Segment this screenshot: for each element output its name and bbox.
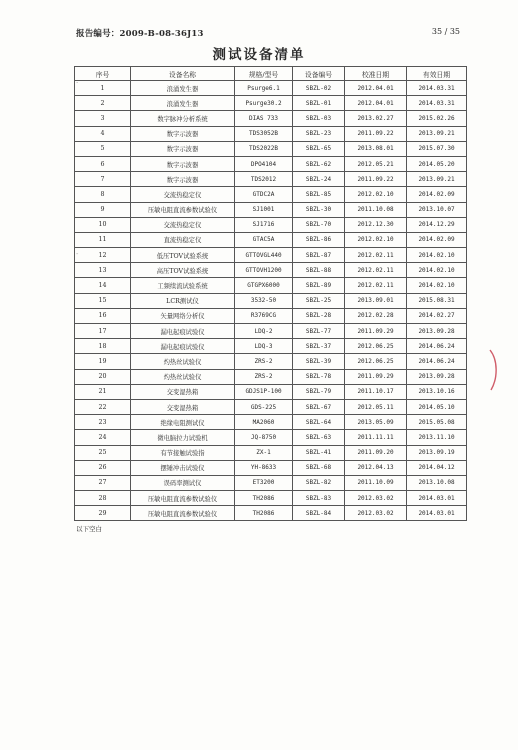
cell-name: 数字脉冲分析系统 bbox=[131, 111, 235, 126]
red-pen-mark bbox=[484, 348, 504, 392]
table-row bbox=[75, 369, 467, 384]
cell-model: Psurge6.1 bbox=[235, 81, 293, 96]
scan-mark: - bbox=[76, 250, 79, 258]
cell-valid-date: 2014.05.20 bbox=[407, 156, 467, 171]
cell-model: ZRS-2 bbox=[235, 369, 293, 384]
cell-valid-date: 2013.11.10 bbox=[407, 430, 467, 445]
scan-mark: · bbox=[76, 79, 79, 87]
cell-name: 数字示波器 bbox=[131, 172, 235, 187]
cell-equipment-id: SBZL-62 bbox=[293, 156, 345, 171]
cell-index: 6 bbox=[75, 156, 131, 171]
cell-name: 微电脑拉力试验机 bbox=[131, 430, 235, 445]
table-row bbox=[75, 232, 467, 247]
cell-equipment-id: SBZL-65 bbox=[293, 141, 345, 156]
cell-equipment-id: SBZL-24 bbox=[293, 172, 345, 187]
cell-model: GTTOVH1200 bbox=[235, 263, 293, 278]
cell-name: 压敏电阻直流参数试验仪 bbox=[131, 202, 235, 217]
cell-name: 交变湿热箱 bbox=[131, 399, 235, 414]
cell-name: 漏电起痕试验仪 bbox=[131, 339, 235, 354]
cell-name: 数字示波器 bbox=[131, 141, 235, 156]
cell-calibration-date: 2013.08.01 bbox=[345, 141, 407, 156]
table-body bbox=[75, 81, 467, 521]
table-row bbox=[75, 187, 467, 202]
cell-calibration-date: 2012.03.02 bbox=[345, 491, 407, 506]
cell-name: 压敏电阻直流参数试验仪 bbox=[131, 506, 235, 521]
cell-equipment-id: SBZL-78 bbox=[293, 369, 345, 384]
cell-model: JQ-8750 bbox=[235, 430, 293, 445]
cell-calibration-date: 2012.04.01 bbox=[345, 81, 407, 96]
cell-index: 15 bbox=[75, 293, 131, 308]
cell-equipment-id: SBZL-89 bbox=[293, 278, 345, 293]
table-row bbox=[75, 156, 467, 171]
cell-equipment-id: SBZL-37 bbox=[293, 339, 345, 354]
table-row bbox=[75, 475, 467, 490]
cell-valid-date: 2014.04.12 bbox=[407, 460, 467, 475]
table-row bbox=[75, 339, 467, 354]
cell-equipment-id: SBZL-83 bbox=[293, 491, 345, 506]
cell-name: 灼热丝试验仪 bbox=[131, 354, 235, 369]
cell-valid-date: 2015.05.08 bbox=[407, 415, 467, 430]
cell-calibration-date: 2011.10.09 bbox=[345, 475, 407, 490]
cell-index: 22 bbox=[75, 399, 131, 414]
cell-name: 灼热丝试验仪 bbox=[131, 369, 235, 384]
blank-below-note: 以下空白 bbox=[76, 525, 102, 533]
cell-index: 20 bbox=[75, 369, 131, 384]
cell-calibration-date: 2011.09.29 bbox=[345, 369, 407, 384]
cell-index: 9 bbox=[75, 202, 131, 217]
cell-equipment-id: SBZL-77 bbox=[293, 324, 345, 339]
cell-equipment-id: SBZL-30 bbox=[293, 202, 345, 217]
cell-valid-date: 2014.06.24 bbox=[407, 354, 467, 369]
cell-valid-date: 2014.02.27 bbox=[407, 308, 467, 323]
cell-model: Psurge30.2 bbox=[235, 96, 293, 111]
cell-name: 摆锤冲击试验仪 bbox=[131, 460, 235, 475]
col-header-name: 设备名称 bbox=[131, 67, 235, 81]
cell-equipment-id: SBZL-82 bbox=[293, 475, 345, 490]
cell-index: 26 bbox=[75, 460, 131, 475]
cell-calibration-date: 2011.10.08 bbox=[345, 202, 407, 217]
cell-calibration-date: 2011.09.22 bbox=[345, 126, 407, 141]
cell-calibration-date: 2012.02.11 bbox=[345, 278, 407, 293]
cell-name: 交流热稳定仪 bbox=[131, 187, 235, 202]
cell-calibration-date: 2012.02.28 bbox=[345, 308, 407, 323]
cell-valid-date: 2014.02.10 bbox=[407, 278, 467, 293]
document-title: 测试设备清单 bbox=[212, 47, 306, 63]
table-row bbox=[75, 384, 467, 399]
cell-equipment-id: SBZL-23 bbox=[293, 126, 345, 141]
cell-name: 数字示波器 bbox=[131, 126, 235, 141]
table-row bbox=[75, 96, 467, 111]
cell-index: 23 bbox=[75, 415, 131, 430]
cell-valid-date: 2015.02.26 bbox=[407, 111, 467, 126]
cell-calibration-date: 2012.03.02 bbox=[345, 506, 407, 521]
page-number: 35 / 35 bbox=[431, 27, 460, 36]
cell-calibration-date: 2013.05.09 bbox=[345, 415, 407, 430]
cell-name: 浪涌发生器 bbox=[131, 96, 235, 111]
cell-valid-date: 2014.02.09 bbox=[407, 232, 467, 247]
cell-calibration-date: 2012.06.25 bbox=[345, 354, 407, 369]
cell-index: 13 bbox=[75, 263, 131, 278]
cell-valid-date: 2014.12.29 bbox=[407, 217, 467, 232]
cell-equipment-id: SBZL-79 bbox=[293, 384, 345, 399]
cell-valid-date: 2014.03.01 bbox=[407, 506, 467, 521]
cell-model: ZX-1 bbox=[235, 445, 293, 460]
cell-valid-date: 2013.09.28 bbox=[407, 324, 467, 339]
cell-model: GTDC2A bbox=[235, 187, 293, 202]
cell-index: 28 bbox=[75, 491, 131, 506]
cell-name: 矢量网络分析仪 bbox=[131, 308, 235, 323]
cell-valid-date: 2015.08.31 bbox=[407, 293, 467, 308]
cell-model: GTTOVGL440 bbox=[235, 248, 293, 263]
cell-index: 19 bbox=[75, 354, 131, 369]
cell-model: TH2086 bbox=[235, 491, 293, 506]
cell-equipment-id: SBZL-02 bbox=[293, 81, 345, 96]
table-row bbox=[75, 126, 467, 141]
cell-model: MA2060 bbox=[235, 415, 293, 430]
cell-model: GTAC5A bbox=[235, 232, 293, 247]
cell-index: 12 bbox=[75, 248, 131, 263]
table-row bbox=[75, 399, 467, 414]
cell-index: 11 bbox=[75, 232, 131, 247]
table-row bbox=[75, 141, 467, 156]
cell-equipment-id: SBZL-68 bbox=[293, 460, 345, 475]
cell-name: 压敏电阻直流参数试验仪 bbox=[131, 491, 235, 506]
cell-valid-date: 2014.03.31 bbox=[407, 96, 467, 111]
table-row bbox=[75, 354, 467, 369]
cell-equipment-id: SBZL-88 bbox=[293, 263, 345, 278]
cell-valid-date: 2014.03.31 bbox=[407, 81, 467, 96]
table-row bbox=[75, 111, 467, 126]
col-header-model: 规格/型号 bbox=[235, 67, 293, 81]
cell-name: 有节接触试验指 bbox=[131, 445, 235, 460]
cell-index: 8 bbox=[75, 187, 131, 202]
table-row bbox=[75, 202, 467, 217]
cell-valid-date: 2013.09.28 bbox=[407, 369, 467, 384]
cell-index: 24 bbox=[75, 430, 131, 445]
cell-name: 低压TOV试验系统 bbox=[131, 248, 235, 263]
cell-index: 2 bbox=[75, 96, 131, 111]
cell-calibration-date: 2012.02.10 bbox=[345, 232, 407, 247]
cell-valid-date: 2013.10.08 bbox=[407, 475, 467, 490]
cell-index: 5 bbox=[75, 141, 131, 156]
cell-equipment-id: SBZL-41 bbox=[293, 445, 345, 460]
cell-index: 17 bbox=[75, 324, 131, 339]
cell-name: 绝缘电阻测试仪 bbox=[131, 415, 235, 430]
cell-index: 10 bbox=[75, 217, 131, 232]
table-header-row bbox=[75, 67, 467, 81]
cell-equipment-id: SBZL-25 bbox=[293, 293, 345, 308]
cell-calibration-date: 2012.06.25 bbox=[345, 339, 407, 354]
cell-equipment-id: SBZL-01 bbox=[293, 96, 345, 111]
table-row bbox=[75, 81, 467, 96]
cell-index: 27 bbox=[75, 475, 131, 490]
cell-valid-date: 2014.03.01 bbox=[407, 491, 467, 506]
cell-calibration-date: 2012.02.10 bbox=[345, 187, 407, 202]
cell-index: 29 bbox=[75, 506, 131, 521]
cell-model: TDS2022B bbox=[235, 141, 293, 156]
table-row bbox=[75, 248, 467, 263]
cell-name: 漏电起痕试验仪 bbox=[131, 324, 235, 339]
table-row bbox=[75, 324, 467, 339]
cell-calibration-date: 2012.12.30 bbox=[345, 217, 407, 232]
cell-equipment-id: SBZL-03 bbox=[293, 111, 345, 126]
cell-index: 14 bbox=[75, 278, 131, 293]
cell-model: TDS3052B bbox=[235, 126, 293, 141]
cell-model: TDS2012 bbox=[235, 172, 293, 187]
cell-calibration-date: 2011.09.29 bbox=[345, 324, 407, 339]
cell-calibration-date: 2011.11.11 bbox=[345, 430, 407, 445]
table-row bbox=[75, 293, 467, 308]
cell-equipment-id: SBZL-87 bbox=[293, 248, 345, 263]
cell-equipment-id: SBZL-70 bbox=[293, 217, 345, 232]
cell-calibration-date: 2011.09.20 bbox=[345, 445, 407, 460]
cell-valid-date: 2014.02.10 bbox=[407, 248, 467, 263]
cell-equipment-id: SBZL-28 bbox=[293, 308, 345, 323]
table-row bbox=[75, 415, 467, 430]
cell-name: 数字示波器 bbox=[131, 156, 235, 171]
cell-valid-date: 2014.02.10 bbox=[407, 263, 467, 278]
cell-model: GDJS1P-100 bbox=[235, 384, 293, 399]
cell-model: YH-8633 bbox=[235, 460, 293, 475]
table-row bbox=[75, 445, 467, 460]
cell-equipment-id: SBZL-39 bbox=[293, 354, 345, 369]
table-row bbox=[75, 491, 467, 506]
cell-equipment-id: SBZL-64 bbox=[293, 415, 345, 430]
table-row bbox=[75, 506, 467, 521]
col-header-valid-date: 有效日期 bbox=[407, 67, 467, 81]
cell-name: 浪涌发生器 bbox=[131, 81, 235, 96]
cell-calibration-date: 2012.04.01 bbox=[345, 96, 407, 111]
cell-model: DPO4104 bbox=[235, 156, 293, 171]
cell-model: 3532-50 bbox=[235, 293, 293, 308]
table-row bbox=[75, 308, 467, 323]
cell-index: 7 bbox=[75, 172, 131, 187]
cell-model: DIAS 733 bbox=[235, 111, 293, 126]
table-row bbox=[75, 430, 467, 445]
cell-index: 4 bbox=[75, 126, 131, 141]
cell-model: R3769CG bbox=[235, 308, 293, 323]
cell-valid-date: 2013.10.07 bbox=[407, 202, 467, 217]
cell-index: 3 bbox=[75, 111, 131, 126]
table-row bbox=[75, 172, 467, 187]
cell-name: 直流热稳定仪 bbox=[131, 232, 235, 247]
equipment-table bbox=[74, 66, 467, 521]
cell-model: LDQ-2 bbox=[235, 324, 293, 339]
cell-name: 高压TOV试验系统 bbox=[131, 263, 235, 278]
cell-calibration-date: 2011.09.22 bbox=[345, 172, 407, 187]
report-number: 报告编号：2009-B-08-36J13 bbox=[76, 29, 204, 39]
cell-index: 21 bbox=[75, 384, 131, 399]
cell-valid-date: 2014.06.24 bbox=[407, 339, 467, 354]
cell-model: TH2086 bbox=[235, 506, 293, 521]
cell-calibration-date: 2013.02.27 bbox=[345, 111, 407, 126]
col-header-calibration-date: 校准日期 bbox=[345, 67, 407, 81]
cell-calibration-date: 2012.05.11 bbox=[345, 399, 407, 414]
cell-name: 工频续流试验系统 bbox=[131, 278, 235, 293]
cell-equipment-id: SBZL-85 bbox=[293, 187, 345, 202]
cell-model: SJ1001 bbox=[235, 202, 293, 217]
cell-calibration-date: 2013.09.01 bbox=[345, 293, 407, 308]
cell-calibration-date: 2012.02.11 bbox=[345, 248, 407, 263]
cell-index: 25 bbox=[75, 445, 131, 460]
cell-model: LDQ-3 bbox=[235, 339, 293, 354]
cell-valid-date: 2013.09.19 bbox=[407, 445, 467, 460]
page-header bbox=[76, 27, 460, 41]
cell-name: LCR测试仪 bbox=[131, 293, 235, 308]
cell-calibration-date: 2012.02.11 bbox=[345, 263, 407, 278]
cell-name: 交流热稳定仪 bbox=[131, 217, 235, 232]
cell-index: 1 bbox=[75, 81, 131, 96]
col-header-index: 序号 bbox=[75, 67, 131, 81]
cell-model: SJ1716 bbox=[235, 217, 293, 232]
cell-valid-date: 2014.05.10 bbox=[407, 399, 467, 414]
cell-valid-date: 2013.10.16 bbox=[407, 384, 467, 399]
col-header-equipment-id: 设备编号 bbox=[293, 67, 345, 81]
cell-valid-date: 2013.09.21 bbox=[407, 126, 467, 141]
cell-name: 交变湿热箱 bbox=[131, 384, 235, 399]
cell-valid-date: 2013.09.21 bbox=[407, 172, 467, 187]
table-row bbox=[75, 460, 467, 475]
cell-model: GTGPX6000 bbox=[235, 278, 293, 293]
cell-valid-date: 2014.02.09 bbox=[407, 187, 467, 202]
cell-equipment-id: SBZL-63 bbox=[293, 430, 345, 445]
cell-index: 16 bbox=[75, 308, 131, 323]
cell-model: ET3200 bbox=[235, 475, 293, 490]
table-row bbox=[75, 217, 467, 232]
cell-model: ZRS-2 bbox=[235, 354, 293, 369]
cell-equipment-id: SBZL-86 bbox=[293, 232, 345, 247]
cell-equipment-id: SBZL-67 bbox=[293, 399, 345, 414]
cell-name: 误码率测试仪 bbox=[131, 475, 235, 490]
cell-model: GDS-225 bbox=[235, 399, 293, 414]
cell-calibration-date: 2011.10.17 bbox=[345, 384, 407, 399]
cell-calibration-date: 2012.05.21 bbox=[345, 156, 407, 171]
cell-equipment-id: SBZL-84 bbox=[293, 506, 345, 521]
cell-valid-date: 2015.07.30 bbox=[407, 141, 467, 156]
cell-index: 18 bbox=[75, 339, 131, 354]
cell-calibration-date: 2012.04.13 bbox=[345, 460, 407, 475]
table-row bbox=[75, 263, 467, 278]
table-row bbox=[75, 278, 467, 293]
